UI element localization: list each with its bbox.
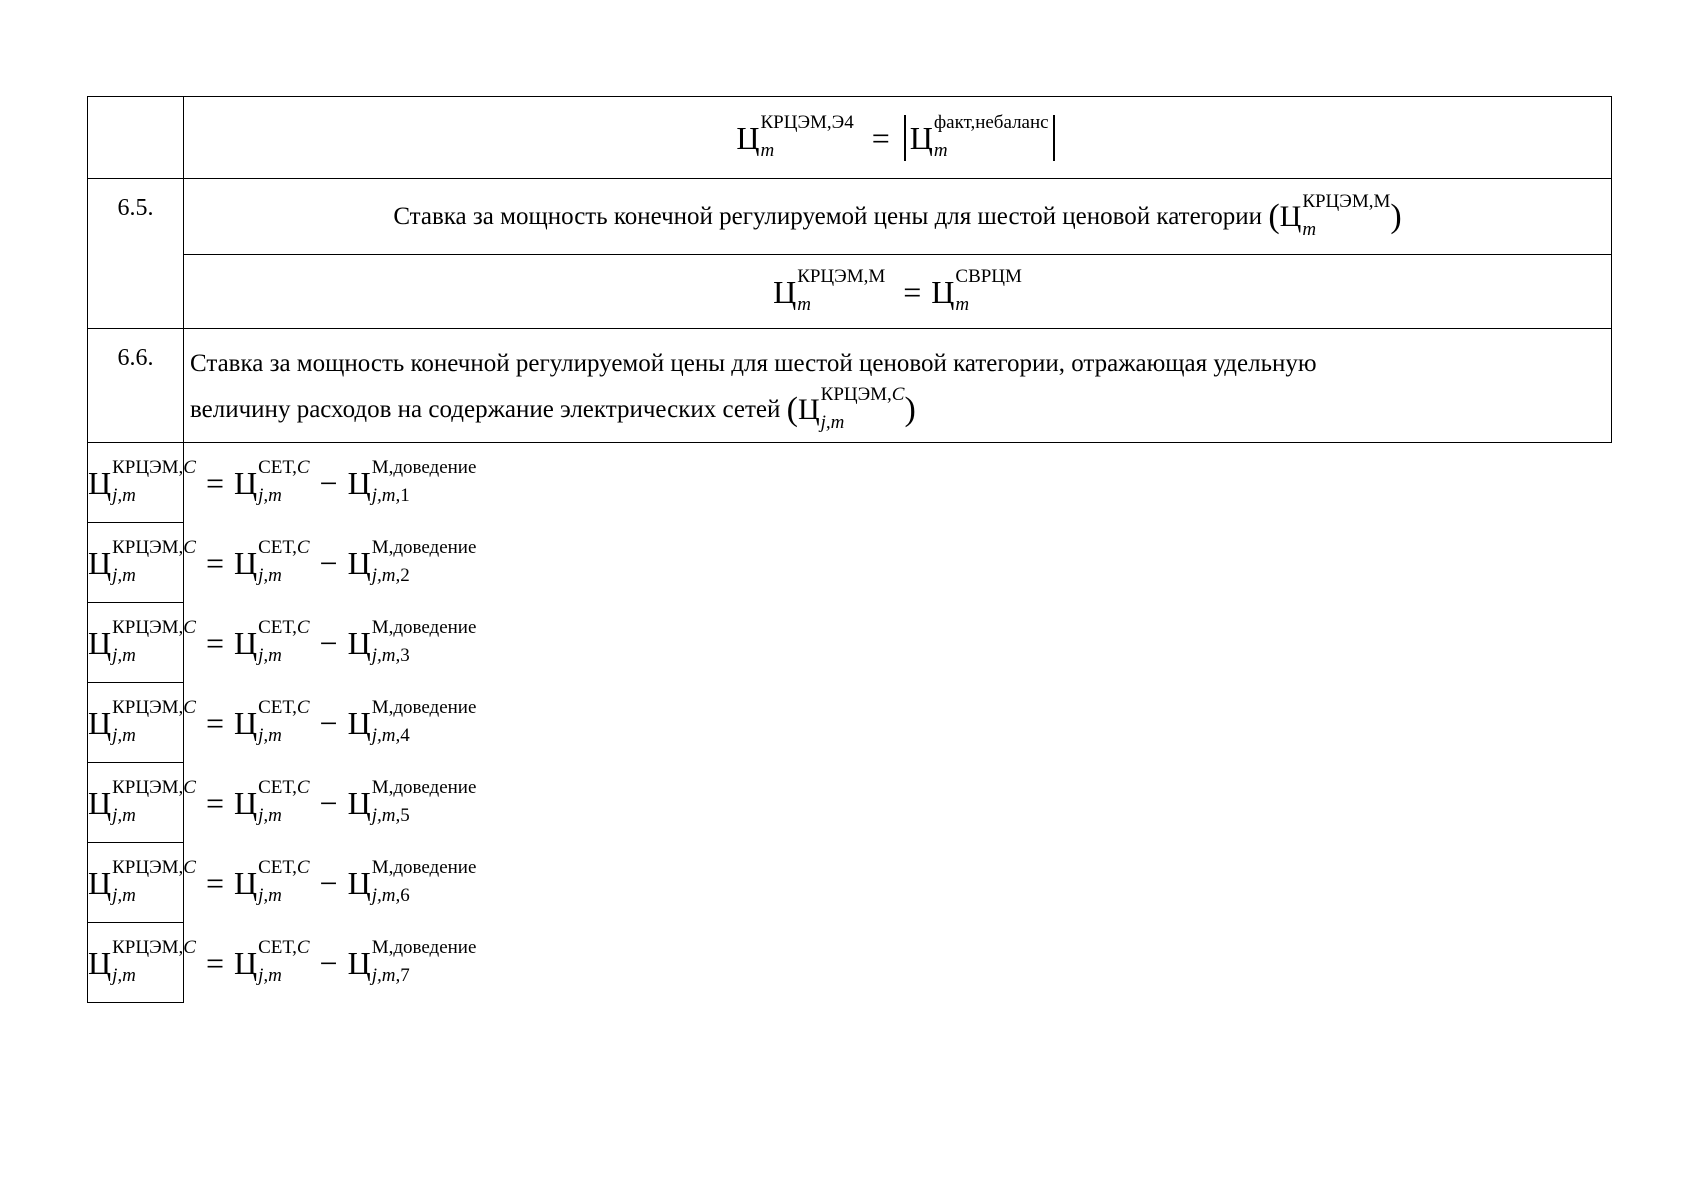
superscript [258,458,309,477]
superscript-italic: C [891,383,905,405]
superscript [112,618,196,637]
subscript-index: 2 [400,564,410,586]
subscript-index: 7 [400,964,410,986]
superscript [258,618,309,637]
superscript-text: КРЦЭМ, [112,856,184,878]
subscript-index: 1 [400,484,410,506]
price-symbol: Ц [88,704,112,741]
equals-sign: = [205,464,224,501]
superscript: факт,небаланс [933,111,1049,133]
superscript-text: СЕТ, [258,936,297,958]
superscript-text: СЕТ, [258,616,297,638]
superscript [258,858,309,877]
price-symbol: Ц [773,273,797,310]
superscript-text: СЕТ, [258,776,297,798]
formula-cell [184,255,1612,329]
superscript: М,доведение [371,856,477,878]
superscript-italic: C [296,536,310,558]
table-row [88,763,1612,843]
superscript-italic: C [183,776,196,798]
minus-sign: − [319,544,338,581]
superscript-text: КРЦЭМ, [112,696,184,718]
price-symbol: Ц [931,273,955,310]
price-symbol: Ц [88,864,112,901]
superscript-italic: C [183,856,196,878]
superscript [112,858,196,877]
formula-c [88,936,477,986]
superscript-text: КРЦЭМ, [112,456,184,478]
superscript-italic: C [296,856,310,878]
subscript-prefix: j,m, [371,884,401,906]
superscript [258,538,309,557]
subscript: j,m [258,884,282,906]
superscript [112,458,196,477]
table-row [88,329,1612,443]
price-symbol: Ц [347,784,371,821]
price-symbol: Ц [88,784,112,821]
superscript-text: СЕТ, [258,856,297,878]
price-symbol: Ц [88,944,112,981]
abs-bar-right [1053,115,1055,161]
formula-cell [88,523,477,603]
subscript: j,m [112,884,136,906]
superscript-text: КРЦЭМ, [112,776,184,798]
minus-sign: − [319,464,338,501]
price-symbol: Ц [347,704,371,741]
superscript: КРЦЭМ,Э4 [760,111,854,133]
table-row [88,179,1612,255]
superscript [258,778,309,797]
abs-bar-left [904,115,906,161]
section-number [88,179,184,329]
superscript: М,доведение [371,936,477,958]
price-symbol: Ц [797,392,820,426]
price-symbol: Ц [234,464,258,501]
formula-cell [88,443,477,523]
equals-sign: = [205,624,224,661]
formula-cell [88,603,477,683]
price-symbol: Ц [234,624,258,661]
superscript [112,778,196,797]
superscript-text: СЕТ, [258,696,297,718]
superscript [258,938,309,957]
subscript: j,m [112,484,136,506]
subscript-index: 5 [400,804,410,826]
subscript: j,m [258,724,282,746]
title-symbol: (Ц КРЦЭМ,М m ) [1268,190,1402,240]
price-symbol: Ц [234,544,258,581]
minus-sign: − [319,944,338,981]
section-title-text: величину расходов на содержание электрических сетей [190,395,781,423]
superscript [112,938,196,957]
superscript [821,385,905,404]
subscript-prefix: j,m, [371,484,401,506]
superscript-italic: C [183,536,196,558]
table-row [88,443,1612,523]
section-number [88,329,184,443]
formula-cell [184,97,1612,179]
equals-sign: = [205,544,224,581]
price-symbol: Ц [234,944,258,981]
superscript-italic: C [183,456,196,478]
superscript-italic: C [183,696,196,718]
superscript: КРЦЭМ,М [797,265,886,287]
price-symbol: Ц [909,119,933,156]
subscript: j,m [112,964,136,986]
formula-c [88,616,477,666]
superscript: КРЦЭМ,М [1302,190,1391,212]
subscript-index: 4 [400,724,410,746]
formula-c [88,456,477,506]
subscript [372,966,477,985]
superscript [112,538,196,557]
superscript: М,доведение [371,536,477,558]
superscript-text: КРЦЭМ, [820,383,892,405]
minus-sign: − [319,784,338,821]
equals-sign: = [205,864,224,901]
price-symbol: Ц [347,864,371,901]
subscript: m [760,139,775,161]
superscript-italic: C [296,616,310,638]
subscript [372,806,477,825]
formula-c [88,856,477,906]
formula-e4 [736,111,1058,161]
superscript [258,698,309,717]
table-row [88,843,1612,923]
superscript: М,доведение [371,776,477,798]
superscript-italic: C [183,616,196,638]
subscript: j,m [112,724,136,746]
formula-cell [88,683,477,763]
section-title-cell [184,329,1612,443]
subscript-prefix: j,m, [371,964,401,986]
subscript-prefix: j,m, [371,804,401,826]
subscript-index: 6 [400,884,410,906]
price-symbol: Ц [234,704,258,741]
table-row [88,255,1612,329]
formula-c [88,536,477,586]
superscript-text: КРЦЭМ, [112,936,184,958]
superscript-text: СЕТ, [258,536,297,558]
formula-m [773,265,1022,315]
subscript: j,m [258,564,282,586]
subscript: j,m [112,804,136,826]
price-symbol: Ц [347,544,371,581]
price-symbol: Ц [736,119,760,156]
table-row [88,97,1612,179]
section-number-text: 6.6. [117,345,154,371]
superscript-italic: C [183,936,196,958]
equals-sign: = [205,704,224,741]
subscript [372,646,477,665]
table-row [88,923,1612,1003]
subscript [372,566,477,585]
table-row [88,683,1612,763]
subscript: m [1302,218,1317,240]
superscript-text: КРЦЭМ, [112,536,184,558]
equals-sign: = [205,944,224,981]
section-title-line: Ставка за мощность конечной регулируемой цены для шестой ценовой категории, отражающая удельную [190,349,1317,377]
section-number-text: 6.5. [117,195,154,221]
price-symbol: Ц [347,944,371,981]
section-title: Ставка за мощность конечной регулируемой цены для шестой ценовой категории [393,202,1263,230]
formula-table [87,96,1612,1003]
table-row [88,523,1612,603]
price-symbol: Ц [88,544,112,581]
superscript-italic: C [296,696,310,718]
subscript-prefix: j,m, [371,724,401,746]
superscript: М,доведение [371,696,477,718]
subscript: j,m [258,644,282,666]
superscript-text: КРЦЭМ, [112,616,184,638]
equals-sign: = [903,273,922,310]
superscript-text: СЕТ, [258,456,297,478]
price-symbol: Ц [347,464,371,501]
subscript: j,m [112,644,136,666]
subscript-index: 3 [400,644,410,666]
subscript-prefix: j,m, [371,644,401,666]
equals-sign: = [871,119,890,156]
subscript: j,m [258,804,282,826]
superscript: М,доведение [371,616,477,638]
price-symbol: Ц [234,784,258,821]
formula-cell [88,923,477,1003]
section-title-cell [184,179,1612,255]
formula-cell [88,843,477,923]
formula-c [88,776,477,826]
subscript [372,726,477,745]
superscript: СВРЦМ [955,265,1022,287]
minus-sign: − [319,624,338,661]
subscript: m [797,293,811,315]
subscript: j,m [820,411,845,433]
subscript: j,m [258,964,282,986]
equals-sign: = [205,784,224,821]
superscript-italic: C [296,456,310,478]
subscript: j,m [258,484,282,506]
subscript [372,886,477,905]
table-row [88,603,1612,683]
price-symbol: Ц [347,624,371,661]
subscript: m [933,139,948,161]
superscript [112,698,196,717]
subscript: j,m [112,564,136,586]
price-symbol: Ц [234,864,258,901]
superscript-italic: C [296,776,310,798]
title-symbol: (Ц КРЦЭМ,C j,m ) [786,383,916,433]
price-symbol: Ц [88,464,112,501]
subscript-prefix: j,m, [371,564,401,586]
minus-sign: − [319,864,338,901]
minus-sign: − [319,704,338,741]
section-title-line [190,383,1603,433]
formula-c [88,696,477,746]
number-cell-empty [88,97,184,179]
superscript: М,доведение [371,456,477,478]
price-symbol: Ц [88,624,112,661]
subscript [372,486,477,505]
subscript: m [955,293,970,315]
superscript-italic: C [296,936,310,958]
formula-cell [88,763,477,843]
price-symbol: Ц [1279,199,1302,233]
